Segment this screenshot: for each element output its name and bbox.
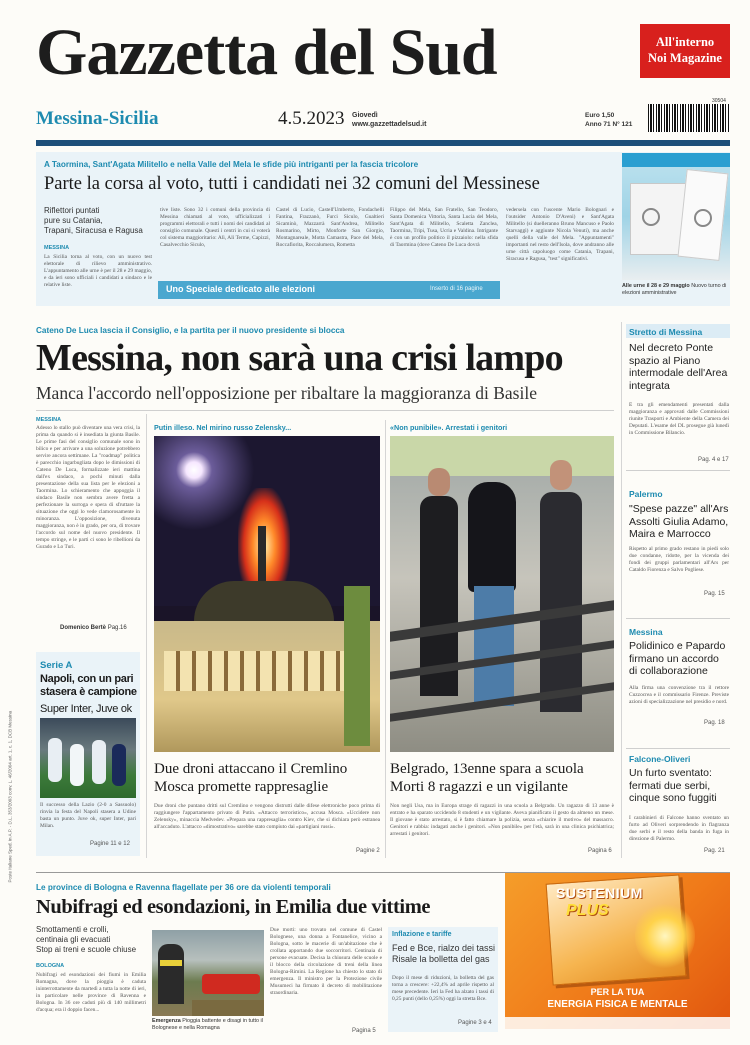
seriea-sub: Super Inter, Juve ok bbox=[40, 703, 132, 715]
barcode-number: 30504 bbox=[712, 98, 726, 104]
col-divider-1 bbox=[146, 414, 147, 858]
elections-col-2: tive liste. Sono 32 i comuni della provincia di Messina chiamati al voto, ufficializzati i programmi elettorali e tutti i nomi dei candidati al consiglio comunale. Questi i centri in cui si voterà col sistema maggioritario: Alì, Alì Terme, Capizzi, Casalvecchio Siculo, bbox=[160, 207, 270, 248]
ballot-box-photo bbox=[622, 153, 730, 280]
sidebar-2-body: Rispetto al primo grado restano in piedi solo due condanne, ridotte, per la vicenda dei fondi dei gruppi parlamentari all'Ars per Cataldo Fiorenza e Salvo Pogliese. bbox=[629, 546, 729, 573]
website[interactable]: www.gazzettadelsud.it bbox=[352, 121, 427, 128]
masthead-rule bbox=[36, 140, 730, 146]
elections-col-5: vedersela con l'uscente Mario Bolognari e l'outsider Antonio D'Aveni) e Sant'Agata Militello (si duelleranno Bruno Mancuso e Paolo Starvaggi) e aggiunte Nicola Venuti), ma anche quelli della valle del Mela. "Appuntamenti" importanti nel resto dell'Isola, dove andranno alle urne città capoluogo come Catania, Trapani, Siracusa e Ragusa, "test" significativi. bbox=[506, 207, 614, 262]
spine-text: Poste Italiane Sped. in A.P. - D.L. 353/2003 conv. L. 46/2004 art. 1, c. 1, DCB Messina bbox=[7, 710, 13, 883]
flood-body-1: Nubifragi ed esondazioni dei fiumi in Emilia Romagna, dove la pioggia è caduta ininterrottamente da martedì a tutta la notte di ieri, in particolare nelle province di Ravenna e Bologna. In 36 ore caduti più di 140 millimetri d'acqua; era il doppio facen... bbox=[36, 972, 146, 1013]
sidebar-4-page: Pag. 21 bbox=[704, 848, 725, 854]
photo1-headline-2[interactable]: Mosca promette rappresaglie bbox=[154, 779, 329, 795]
seriea-page: Pagine 11 e 12 bbox=[90, 841, 130, 847]
rates-headline[interactable]: Fed e Bce, rialzo dei tassi Risale la bolletta del gas bbox=[392, 943, 496, 964]
sidebar-3-headline[interactable]: Polidinico e Papardo firmano un accordo di collaborazione bbox=[629, 640, 726, 677]
lead-headline[interactable]: Messina, non sarà una crisi lampo bbox=[36, 337, 563, 379]
sidebar-2-section: Palermo bbox=[629, 489, 663, 499]
seriea-body: Il successo della Lazio (2-0 a Sassuolo) rinvia la festa del Napoli stasera a Udine basta un punto. Juve ok, super Inter, pari Milan. bbox=[40, 802, 136, 829]
elections-col-1: La Sicilia torna al voto, con un nuovo test elettorale di rilievo amministrativo. L'appuntamento alle urne è per il 28 e 29 maggio, e da ieri sono ufficiali i candidati a sindaco e le relative liste. bbox=[44, 254, 152, 288]
lead-subhead: Manca l'accordo nell'opposizione per ribaltare la maggioranza di Basile bbox=[36, 383, 537, 403]
elections-col-4: Filippo del Mela, San Fratello, San Teodoro, Santa Domenica Vittoria, Santa Lucia del Mela, Sant'Agata di Militello, Scaletta Zanclea, Taormina, Tripi, Tusa, Ucria e Valdina. Intrigante è con un profilo politico il pizzaiolo: nella sfida di Taormina (dove Cateno De Luca dovrà bbox=[390, 207, 498, 248]
rates-label: Inflazione e tariffe bbox=[392, 931, 452, 938]
photo1-headline-1[interactable]: Due droni attaccano il Cremlino bbox=[154, 761, 348, 777]
flood-sub-2: centinaia gli evacuati bbox=[36, 935, 111, 944]
lead-body: Adesso lo stallo può diventare una vera crisi, la prima da quando si è insediata la giunta Basile. Le prime fasi del consiglio comunale sono in bilico e per arrivare a una soluzione potrebbero servire ancora settimane. La "roadmap" politica è parecchio ingarbugliata dopo le dimissioni di Cateno De Luca, formalizzate ieri mattina dall'ex sindaco, a pochi minuti dalla presentazione della sua lista per le elezioni a Taormina. Lo schieramento che appoggia il sindaco Basile non sembra avere fretta a perfezionare la surroga e spera di sfruttare la situazione che oggi lo vede clamorosamente in minoranza. L'opposizione, divenuta maggioranza, non è in grado, per ora, di trovare l'accordo sul nome del nuovo presidente. Il tempo stringe, e le parti ci sono le ribellioni da Gurado e Lo Turi. bbox=[36, 425, 140, 550]
ballot-caption-2: Nuovo turno di elezioni amministrative bbox=[622, 283, 727, 296]
flood-headline[interactable]: Nubifragi ed esondazioni, in Emilia due vittime bbox=[36, 896, 431, 918]
photo1-body: Due droni che puntano dritti sul Cremlino e vengono distrutti dalle difese elettroniche poco prima di raggiungere l'appartamento privato di Putin. «Attacco terroristico», accusa Mosca. «Uccidere non Zelensky», minaccia Medvedev. «Prepara una rappresaglia» contro Kiev, che si dichiara però estranea all'accaduto. L'attacco «dimostrativo» sarebbe stato compiuto dai «partigiani russi». bbox=[154, 803, 380, 830]
sidebar-4-section: Falcone-Oliveri bbox=[629, 754, 691, 764]
ballot-caption: Alle urne il 28 e 29 maggio bbox=[622, 283, 690, 289]
sidebar-1-headline[interactable]: Nel decreto Ponte spazio al Piano intermodale dell'Area integrata bbox=[629, 342, 728, 392]
elections-col-3: Castel di Lucio, Castell'Umberto, Fondachelli Fantina, Frazzanò, Furci Siculo, Gualtieri Sicaminò, Mazzarrà Sant'Andrea, Militello Rosmarino, Mirto, Monforte San Giorgio, Montagnareale, Motta Camastra, Pace del Mela, Roccafiorita, Roccalumera, Rometta bbox=[276, 207, 384, 248]
elections-sub-2: pure su Catania, bbox=[44, 216, 103, 225]
flood-photo bbox=[152, 930, 264, 1016]
price: Euro 1,50 bbox=[585, 112, 615, 119]
rates-page: Pagine 3 e 4 bbox=[458, 1020, 492, 1026]
ad-tagline-2: ENERGIA FISICA E MENTALE bbox=[547, 999, 688, 1010]
special-label: Uno Speciale dedicato alle elezioni bbox=[166, 284, 316, 294]
ad-brand-2: PLUS bbox=[566, 902, 609, 919]
promo-line-1: All'interno bbox=[655, 35, 715, 49]
elections-sub-1: Riflettori puntati bbox=[44, 206, 100, 215]
sidebar-1-body: È tra gli emendamenti presentati dalla maggioranza e approvati dalle Commissioni riunite Trasporti e Ambiente della Camera dei Deputati. L'esame del DL prosegue già lunedì in Commissione Bilancio. bbox=[629, 402, 729, 436]
lead-rule bbox=[36, 410, 614, 411]
photo2-headline-1[interactable]: Belgrado, 13enne spara a scuola bbox=[390, 761, 584, 777]
sidebar-4-headline[interactable]: Un furto sventato: fermati due serbi, cinque sono fuggiti bbox=[629, 767, 717, 804]
seriea-headline[interactable]: Napoli, con un pari stasera è campione bbox=[40, 673, 137, 698]
sidebar-3-page: Pag. 18 bbox=[704, 720, 725, 726]
col-divider-2 bbox=[385, 420, 386, 858]
lead-kicker: Cateno De Luca lascia il Consiglio, e la partita per il nuovo presidente si blocca bbox=[36, 326, 345, 335]
elections-headline[interactable]: Parte la corsa al voto, tutti i candidati nei 32 comuni del Messinese bbox=[44, 174, 540, 194]
flood-place: BOLOGNA bbox=[36, 963, 65, 969]
sidebar-4-body: I carabinieri di Falcone hanno sventato un furto ad Oliveri sorprendendo in flagranza due serbi e il resto della banda in fuga in direzione di Palermo. bbox=[629, 815, 729, 842]
elections-sub-3: Trapani, Siracusa e Ragusa bbox=[44, 226, 143, 235]
kremlin-photo bbox=[154, 436, 380, 752]
rates-body: Dopo il mese di riduzioni, la bolletta del gas torna a crescere: +22,4% ad aprile rispetto al mese precedente. Ieri la Fed ha alzato i tassi di 0,25 punti (dello 0,25%) oggi la stretta Bce. bbox=[392, 975, 494, 1002]
photo1-page: Pagine 2 bbox=[356, 848, 380, 854]
sidebar-3-section: Messina bbox=[629, 627, 663, 637]
ad-brand-1: SUSTENIUM bbox=[556, 885, 643, 901]
weekday: Giovedì bbox=[352, 112, 378, 119]
sidebar-1-page: Pag. 4 e 17 bbox=[698, 457, 729, 463]
photo2-headline-2[interactable]: Morti 8 ragazzi e un vigilante bbox=[390, 779, 568, 795]
sidebar-divider bbox=[621, 322, 622, 858]
edition-label: Messina-Sicilia bbox=[36, 108, 159, 129]
special-ref: Inserto di 16 pagine bbox=[430, 286, 483, 292]
flood-body-2: Due morti: uno trovato nel comune di Castel Bolognese, una donna a Fontanelice, vicino a Bologna, sotto le macerie di un'abitazione che è crollata apportando due soccorritori. Centinaia di persone evacuate. Decisa la chiusura delle scuole e il blocco della circolazione di treni della linea Bologna-Rimini. La Regione ha chiesto lo stato di emergenza. Il ministro per la Protezione civile Musumeci ha firmato il decreto di mobilitazione straordinaria. bbox=[270, 927, 382, 996]
elections-place: MESSINA bbox=[44, 245, 70, 251]
flood-kicker: Le province di Bologna e Ravenna flagellate per 36 ore da violenti temporali bbox=[36, 883, 331, 892]
seriea-photo bbox=[40, 718, 136, 798]
sidebar-1-section: Stretto di Messina bbox=[629, 327, 703, 337]
sidebar-2-headline[interactable]: "Spese pazze" all'Ars Assolti Giulia Adamo, Maira e Marrocco bbox=[629, 503, 729, 540]
photo2-page: Pagina 6 bbox=[588, 848, 612, 854]
masthead-title: Gazzetta del Sud bbox=[36, 16, 497, 89]
lead-place: MESSINA bbox=[36, 417, 62, 423]
flood-caption: Pioggia battente e disagi in tutto il Bolognese e nella Romagna bbox=[152, 1018, 263, 1031]
promo-box[interactable] bbox=[640, 24, 730, 78]
elections-kicker: A Taormina, Sant'Agata Militello e nella Valle del Mela le sfide più intriganti per la fascia tricolore bbox=[44, 160, 419, 169]
photo1-kicker: Putin illeso. Nel mirino russo Zelensky... bbox=[154, 423, 292, 432]
lead-byline: Domenico Bertè bbox=[60, 625, 107, 631]
barcode bbox=[648, 104, 730, 132]
flood-sub-3: Stop ai treni e scuole chiuse bbox=[36, 945, 137, 954]
belgrade-photo bbox=[390, 436, 614, 752]
promo-line-2: Noi Magazine bbox=[648, 51, 722, 65]
issue-number: Anno 71 N° 121 bbox=[585, 121, 633, 128]
flood-caption-kicker: Emergenza bbox=[152, 1018, 181, 1024]
photo2-body: Non negli Usa, ma in Europa strage di ragazzi in una scuola a Belgrado. Un ragazzo di 13 anne è entrato e ha sparato uccidendo 8 studenti e un vigilante. Aveva pianificato il gesto da almeno un mese. Il giovane è stato arrestato, si è fatto chiamare la polizia, senza «chiarire il motivo» del massacro. Genitori e rabbia: indagati anche i genitori. «Non punibile» per l'età, sarà in una clinica psichiatrica; arrestati i genitori. bbox=[390, 803, 614, 837]
flood-page: Pagina 5 bbox=[352, 1028, 376, 1034]
sidebar-3-body: Alla firma una convenzione tra il rettore Cuzzocrea e il commissario Firenze. Previste azioni di specializzazione nel presidio e nord. bbox=[629, 685, 729, 705]
flood-sub-1: Smottamenti e crolli, bbox=[36, 925, 109, 934]
issue-date: 4.5.2023 bbox=[278, 108, 345, 129]
seriea-label: Serie A bbox=[40, 660, 73, 671]
lead-page: Pag.16 bbox=[107, 625, 127, 631]
photo2-kicker: «Non punibile». Arrestati i genitori bbox=[390, 423, 508, 432]
ad-footer bbox=[505, 1017, 730, 1029]
sidebar-2-page: Pag. 15 bbox=[704, 591, 725, 597]
ad-tagline-1: PER LA TUA bbox=[590, 987, 645, 997]
